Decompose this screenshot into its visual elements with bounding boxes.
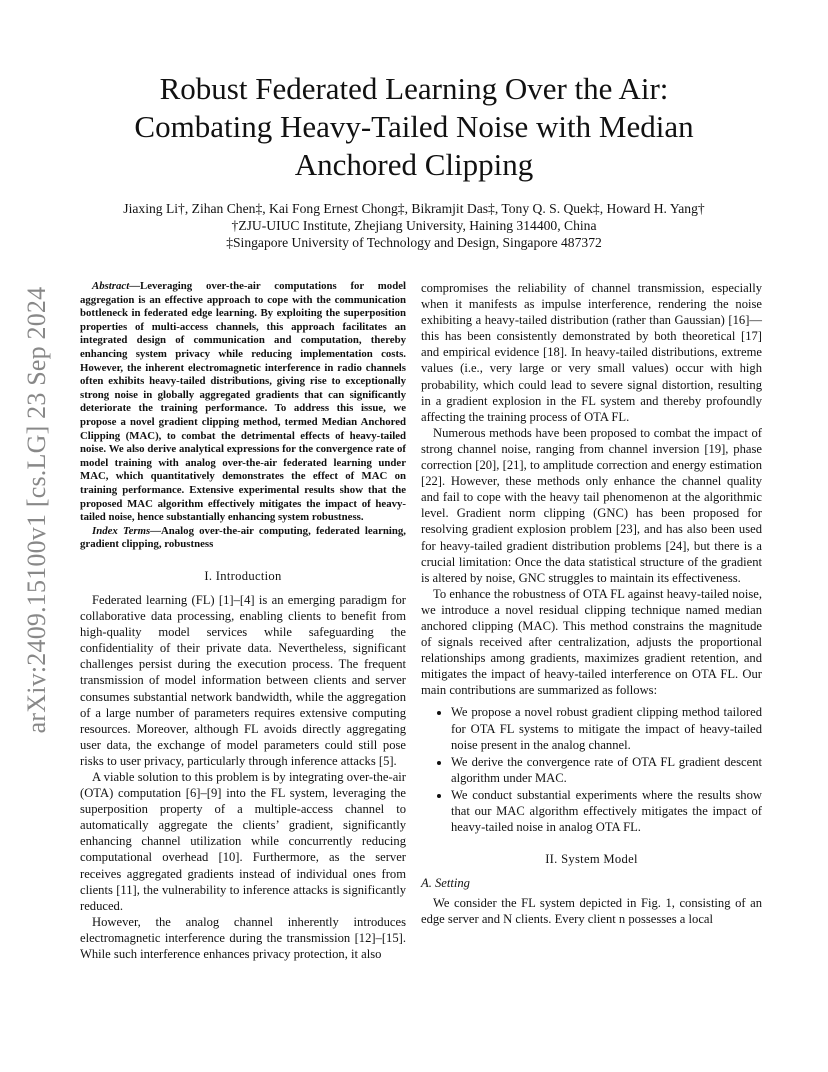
intro-paragraph-3-cont: compromises the reliability of channel transmission, especially when it manifests as impulse interference, rendering the noise exhibiting a heavy-tailed distribution (rather than Gaussian) [16]—this has been consistently demonstrated by both theoretical [17] and empirical evidence [18]. In heavy-tailed distributions, extreme values (i.e., very large or very small values) occur with high probability, which could lead to severe signal distortion, resulting in a gradient explosion in the FL system and thereby profoundly affecting the training process of OTA FL. [421, 281, 762, 424]
affiliation-2: ‡Singapore University of Technology and Design, Singapore 487372 [226, 235, 602, 250]
author-block [40, 200, 788, 251]
index-terms [80, 525, 406, 552]
setting-paragraph-1: We consider the FL system depicted in Fig. 1, consisting of an edge server and N clients. Every client n possesses a local [421, 896, 762, 927]
intro-paragraph-1: Federated learning (FL) [1]–[4] is an emerging paradigm for collaborative data processing, enabling clients to benefit from high-quality model services while safeguarding the confidentiality of their private data. Nevertheless, significant challenges persist during the execution process. The frequent transmission of model information between clients and server consumes substantial network bandwidth, while the aggregation of a large number of parameters requires extensive computing resources. Moreover, although FL avoids directly aggregating user data, the exchange of model parameters could still pose risks to user privacy, particularly through inference attacks [5]. [80, 592, 406, 768]
left-column [80, 280, 406, 962]
section-heading-system-model: II. System Model [545, 852, 638, 867]
paper-title [60, 70, 768, 184]
contribution-item: • We derive the convergence rate of OTA FL gradient descent algorithm under MAC. [451, 754, 762, 786]
arxiv-stamp: arXiv:2409.15100v1 [cs.LG] 23 Sep 2024 [22, 286, 51, 734]
right-column [421, 280, 762, 928]
contribution-item: • We conduct substantial experiments where the results show that our MAC algorithm effectively mitigates the impact of heavy-tailed noise in analog OTA FL. [451, 787, 762, 835]
subsection-heading-setting: A. Setting [421, 876, 470, 891]
intro-paragraph-5: To enhance the robustness of OTA FL against heavy-tailed noise, we introduce a novel residual clipping technique named median anchored clipping (MAC). This method constrains the magnitude of signals received after centralization, adjusts the proportional relationships among gradients, maximizes gradient retention, and mitigates the impact of heavy-tailed interference on OTA FL. Our main contributions are summarized as follows: [421, 586, 762, 698]
affiliation-1: †ZJU-UIUC Institute, Zhejiang University, Haining 314400, China [231, 218, 597, 233]
title-line-3: Anchored Clipping [294, 147, 534, 182]
arxiv-sidebar [22, 286, 52, 734]
intro-paragraph-3: However, the analog channel inherently introduces electromagnetic interference during the transmission [12]–[15]. While such interference enhances privacy protection, it also [80, 914, 406, 962]
section-heading-introduction: I. Introduction [204, 568, 282, 583]
intro-paragraph-4: Numerous methods have been proposed to combat the impact of strong channel noise, ranging from channel inversion [19], phase correction [20], [21], to amplitude correction and energy estimation [22]. However, these methods only enhance the channel quality and fail to cope with the heavy tail phenomenon at the algorithmic level. Gradient norm clipping (GNC) has been proposed for resolving gradient explosion problem [23], and has also been used for heavy-tailed gradient distribution problems [24], but there is a crucial limitation: Once the data statistical structure of the gradient is altered by noise, GNC struggles to maintain its effectiveness. [421, 425, 762, 585]
title-line-2: Combating Heavy-Tailed Noise with Median [134, 109, 694, 144]
author-names: Jiaxing Li†, Zihan Chen‡, Kai Fong Ernest Chong‡, Bikramjit Das‡, Tony Q. S. Quek‡, Howard H. Yang† [123, 201, 705, 216]
index-terms-text: —Analog over-the-air computing, federated learning, gradient clipping, robustness [80, 524, 406, 551]
title-line-1: Robust Federated Learning Over the Air: [159, 71, 669, 106]
intro-paragraph-2: A viable solution to this problem is by integrating over-the-air (OTA) computation [6]–[9] into the FL system, leveraging the superposition property of a multiple-access channel to automatically aggregate the clients’ gradient, significantly enhancing channel utilization while concurrently reducing computational overhead [10]. Furthermore, as the server receives aggregated gradients instead of individual ones from clients [11], the vulnerability to inference attacks is significantly reduced. [80, 770, 406, 913]
abstract-text: —Leveraging over-the-air computations for model aggregation is an effective approach to cope with the communication bottleneck in federated edge learning. By exploiting the superposition properties of multi-access channels, this approach facilitates an integrated design of communication and computation, thereby enhancing system privacy while reducing implementation costs. However, the inherent electromagnetic interference in radio channels often exhibits heavy-tailed distributions, giving rise to exceptionally strong noise in globally aggregated gradients that can significantly deteriorate the training performance. To address this issue, we propose a novel gradient clipping method, termed Median Anchored Clipping (MAC), to combat the detrimental effects of heavy-tailed noise. We also derive analytical expressions for the convergence rate of model training with analog over-the-air federated learning under MAC, which quantitatively demonstrates the effect of MAC on training performance. Extensive experimental results show that the proposed MAC algorithm effectively mitigates the impact of heavy-tailed noise, hence substantially enhancing system robustness. [80, 280, 406, 524]
contribution-item: • We propose a novel robust gradient clipping method tailored for OTA FL systems to mitigate the impact of heavy-tailed noise present in the analog channel. [451, 704, 762, 752]
index-terms-label: Index Terms [92, 524, 151, 537]
abstract-label: Abstract [92, 280, 130, 292]
abstract [80, 280, 406, 525]
contributions-list [421, 704, 762, 835]
